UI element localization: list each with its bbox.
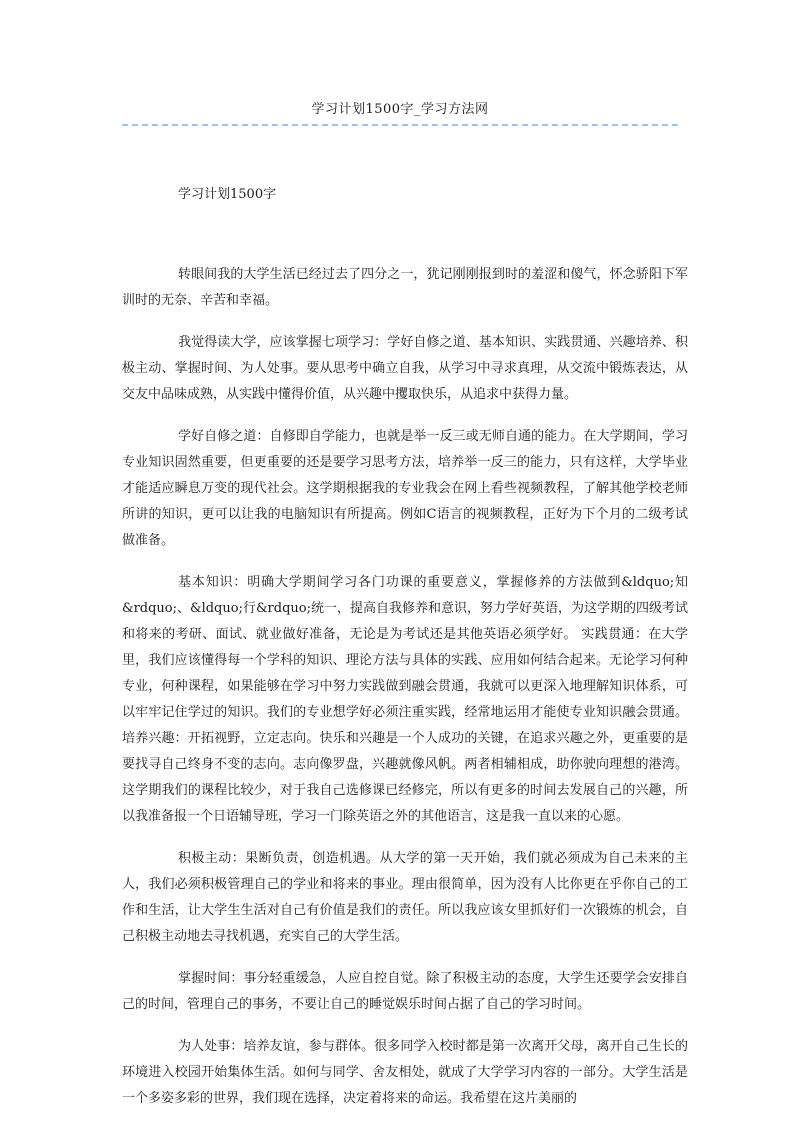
paragraph: 积极主动：果断负责，创造机遇。从大学的第一天开始，我们就必须成为自己未来的主人，我们必须积极管理自己的学业和将来的事业。理由很简单，因为没有人比你更在乎你自己的工作和生活，让大学生生活对自己有价值是我们的责任。所以我应该女里抓好们一次锻炼的机会，自己积极主动地去寻找机遇，充实自己的大学生活。: [122, 851, 688, 944]
paragraph: 掌握时间：事分轻重缓急，人应自控自觉。除了积极主动的态度，大学生还要学会安排自己的时间，管理自己的事务，不要让自己的睡觉娱乐时间占据了自己的学习时间。: [122, 971, 688, 1012]
paragraph: 学好自修之道：自修即自学能力，也就是举一反三或无师自通的能力。在大学期间，学习 专业知识固然重要，但更重要的还是要学习思考方法，培养举一反三的能力，只有这样，大学毕业才能适应瞬息万变的现代社会。这学期根据我的专业我会在网上看些视频教程，了解其他学校老师所讲的知识，更可以让我的电脑知识有所提高。例如C语言的视频教程，正好为下个月的二级考试做准备。: [122, 429, 688, 548]
paragraph: 我觉得读大学，应该掌握七项学习：学好自修之道、基本知识、实践贯通、兴趣培养、积极主动、掌握时间、为人处事。要从思考中确立自我，从学习中寻求真理，从交流中锻炼表达，从交友中品味成熟，从实践中懂得价值，从兴趣中攫取快乐，从追求中获得力量。: [122, 335, 688, 402]
document-body: [122, 262, 688, 1128]
paragraph: 基本知识：明确大学期间学习各门功课的重要意义，掌握修养的方法做到&ldquo;知&rdquo;、&ldquo;行&rdquo;统一，提高自我修养和意识，努力学好英语，为这学期的四级考试和将来的考研、面试、就业做好准备，无论是为考试还是其他英语必须学好。 实践贯通：在大学里，我们应该懂得每一个学科的知识、理论方法与具体的实践、应用如何结合起来。无论学习何种专业，何种课程，如果能够在学习中努力实践做到融会贯通，我就可以更深入地理解知识体系，可以牢牢记住学过的知识。我们的专业想学好必须注重实践，经常地运用才能使专业知识融会贯通。 培养兴趣：开拓视野，立定志向。快乐和兴趣是一个人成功的关键，在追求兴趣之外，更重要的是要找寻自己终身不变的志向。志向像罗盘，兴趣就像风帆。两者相辅相成，助你驶向理想的港湾。这学期我们的课程比较少，对于我自己选修课已经修完，所以有更多的时间去发展自己的兴趣，所以我准备报一个日语辅导班，学习一门除英语之外的其他语言，这是我一直以来的心愿。: [122, 575, 688, 824]
page-header: 学习计划1500字_学习方法网: [311, 102, 489, 117]
header-divider: [122, 124, 678, 126]
paragraph: 转眼间我的大学生活已经过去了四分之一，犹记刚刚报到时的羞涩和傻气，怀念骄阳下军训时的无奈、辛苦和幸福。: [122, 267, 688, 308]
paragraph: 为人处事：培养友谊，参与群体。很多同学入校时都是第一次离开父母，离开自己生长的环境进入校园开始集体生活。如何与同学、舍友相处，就成了大学学习内容的一部分。大学生活是一个多姿多彩的世界，我们现在选择，决定着将来的命运。我希望在这片美丽的: [122, 1039, 688, 1106]
document-title: 学习计划1500字: [178, 187, 277, 202]
